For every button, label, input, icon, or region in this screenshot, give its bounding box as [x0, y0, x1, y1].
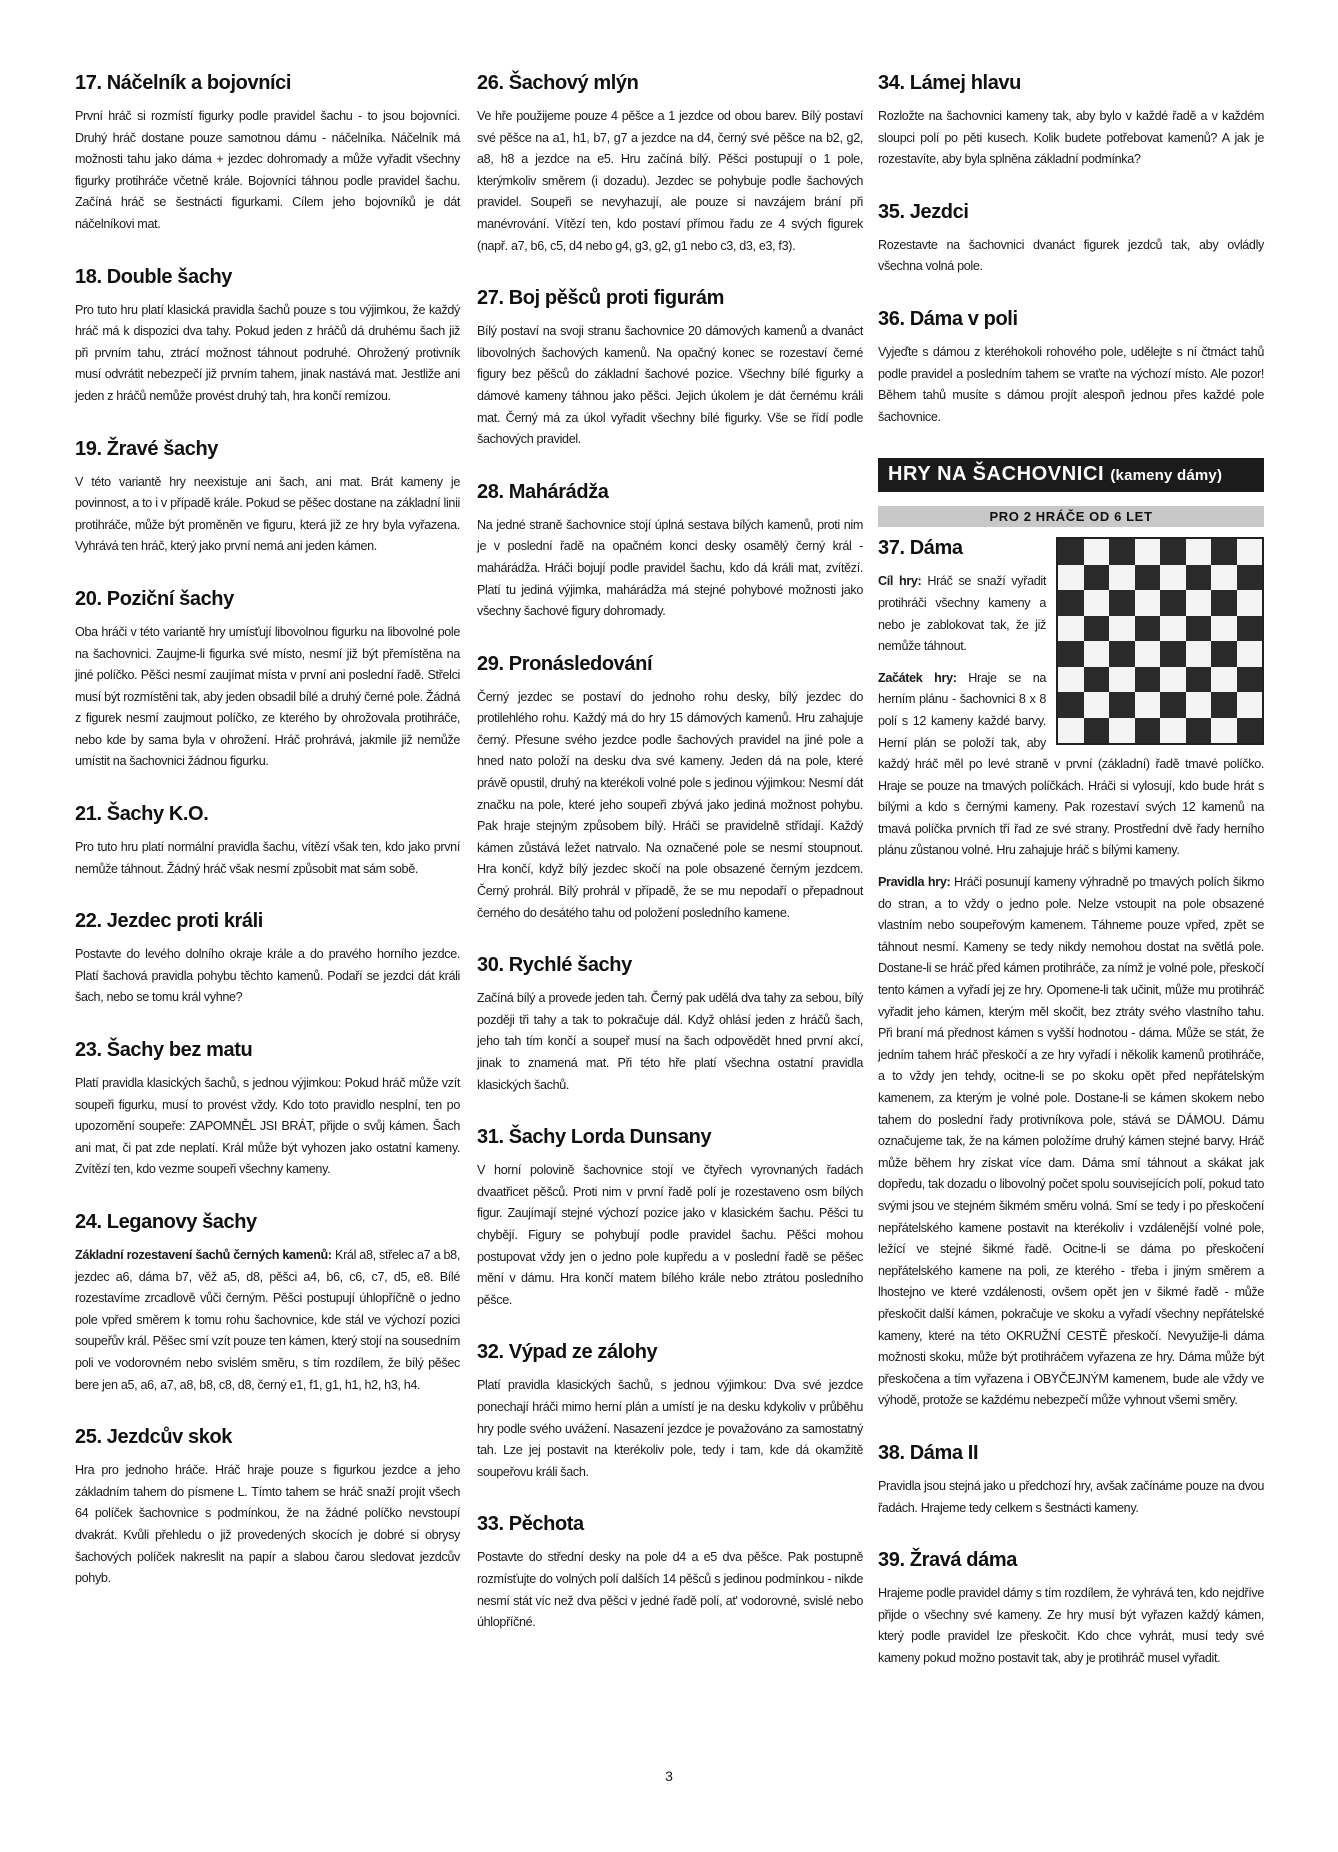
board-square [1058, 692, 1084, 718]
section-title: 31. Šachy Lorda Dunsany [477, 1126, 712, 1149]
board-square [1109, 565, 1135, 591]
board-square [1211, 692, 1237, 718]
section-body: V horní polovině šachovnice stojí ve čtyřech vyrovnaných řadách dvaatřicet pěšců. Proti nim v první řadě polí je rozestaveno osm bílých figur. Zaujímají stejné výchozí pozice jako v klasickém šachu. Pěšci tu chybějí. Figury se pohybují podle pravidel šachu. Pěšci mohou postupovat vždy jen o jedno pole kupředu a v poslední řadě se pěšec mění v dámu. Hra končí matem bílého krále nebo ztrátou posledního pěšce. [477, 1163, 863, 1307]
board-square [1160, 718, 1186, 744]
section-title: 23. Šachy bez matu [75, 1039, 253, 1062]
section-21 [75, 803, 460, 880]
board-square [1109, 616, 1135, 642]
board-square [1084, 616, 1110, 642]
board-square [1109, 692, 1135, 718]
board-square [1237, 667, 1263, 693]
paragraph-lead: Pravidla hry: [878, 875, 951, 890]
section-title: 21. Šachy K.O. [75, 803, 209, 826]
section-23 [75, 1039, 460, 1181]
board-square [1109, 667, 1135, 693]
section-text: Král a8, střelec a7 a b8, jezdec a6, dáma b7, věž a5, d8, pěšci a4, b6, c6, c7, d5, e8. Bílé rozestavíme zrcadlově vůči černým. Pěšci postupují úhlopříčně o jedno pole vpřed směrem k tomu rohu šachovnice, kde stál ve výchozí pozici soupeřův král. Pěšec smí vzít pouze ten kámen, který stojí na sousedním poli ve vodorovném nebo svislém směru, s tím rozdílem, že bílý pěšec bere jen a5, a6, a7, a8, b8, c8, d8, černý e1, f1, g1, h1, h2, h3, h4. [75, 1248, 460, 1392]
board-square [1160, 539, 1186, 565]
board-square [1109, 539, 1135, 565]
section-18 [75, 266, 460, 408]
section-title: 34. Lámej hlavu [878, 72, 1021, 94]
section-body: Černý jezdec se postaví do jednoho rohu desky, bílý jezdec do protilehlého rohu. Každý má do hry 15 dámových kamenů. Hru zahajuje černý. Přesune svého jezdce podle šachových pravidel na jiné pole a hned nato položí na desku dva své kameny. Jeden dá na pole, které právě opustil, druhý na kterékoli volné pole s jedinou výjimkou: Nesmí dát značku na pole, které jeho soupeři zbývá jako jediná možnost pohybu. Pak hraje stejným způsobem bílý. Hráči se pravidelně střídají. Každý kámen zůstává ležet natrvalo. Na označené pole se nesmí stoupnout. Hra končí, když bílý jezdec skočí na pole obsazené černým jezdcem. Černý prohrál. Bílý prohrál v případě, že se mu nepodaří o přepadnout černého do desátého tahu od položení posledního kamene. [477, 689, 863, 920]
board-square [1160, 667, 1186, 693]
section-31 [477, 1126, 863, 1311]
section-title: 36. Dáma v poli [878, 307, 1018, 330]
section-28 [477, 481, 863, 623]
section-body: Rozložte na šachovnici kameny tak, aby bylo v každé řadě a v každém sloupci polí po pěti kusech. Kolik budete potřebovat kamenů? A jak je rozestavíte, aby byla splněna základní podmínka? [878, 109, 1264, 167]
section-body [75, 1245, 460, 1396]
section-body: Na jedné straně šachovnice stojí úplná sestava bílých kamenů, proti nim je v poslední řadě na opačném konci desky osamělý černý král - mahárádža. Hráči bojují podle pravidel šachu, kdo dá králi mat, zvítězí. Platí tu jediná výjimka, mahárádža má stejné pohybové možnosti jako všechny šachové figury dohromady. [477, 517, 863, 619]
section-title: 20. Poziční šachy [75, 587, 234, 610]
column-right [878, 72, 1264, 1699]
board-square [1237, 718, 1263, 744]
section-body: Oba hráči v této variantě hry umísťují libovolnou figurku na libovolné pole na šachovnici. Zaujme-li figurka své místo, nesmí již být přemístěna na jiné políčko. Pěšci nesmí zaujímat místa v první ani poslední řadě. Střelci musí být rozmístěni tak, aby jeden obsadil bílé a druhý černé pole. Žádná z figurek nesmí zaujmout políčko, ze kterého by ohrožovala protihráče, nebo kde by sama byla v ohrožení. Hráč prohrává, jakmile již nemůže umístit na šachovnici žádnou figurku. [75, 624, 460, 769]
board-square [1084, 641, 1110, 667]
section-lead: Základní rozestavení šachů černých kamenů: [75, 1248, 332, 1262]
board-square [1109, 590, 1135, 616]
board-square [1058, 539, 1084, 565]
board-square [1160, 616, 1186, 642]
board-square [1186, 616, 1212, 642]
section-body: Postavte do střední desky na pole d4 a e5 dva pěšce. Pak postupně rozmísťujte do volných polí dalších 14 pěšců s jedinou podmínkou - nikde nesmí stát víc než dva pěšci v jedné řadě polí, at' vodorovné, svislé nebo úhlopříčné. [477, 1550, 863, 1630]
board-square [1211, 667, 1237, 693]
board-square [1211, 641, 1237, 667]
section-title: 32. Výpad ze zálohy [477, 1341, 658, 1364]
section-36 [878, 308, 1264, 428]
section-22 [75, 910, 460, 1009]
section-17 [75, 72, 460, 236]
board-square [1237, 692, 1263, 718]
board-square [1211, 616, 1237, 642]
board-square [1237, 616, 1263, 642]
board-square [1058, 718, 1084, 744]
section-27 [477, 287, 863, 451]
section-body: Hra pro jednoho hráče. Hráč hraje pouze s figurkou jezdce a jeho základním tahem do písmene L. Tímto tahem se hráč snaží projít všech 64 políček šachovnice s podmínkou, že na žádné políčko nevstoupí dvakrát. Kvůli přehledu o již provedených skocích je dobré si obrysy šachových políček nakreslit na papír a slabou čarou sledovat jezdcův pohyb. [75, 1463, 460, 1586]
page-number: 3 [665, 1768, 673, 1784]
section-title: 22. Jezdec proti králi [75, 910, 263, 933]
board-square [1237, 590, 1263, 616]
board-square [1237, 565, 1263, 591]
board-square [1160, 692, 1186, 718]
age-banner: PRO 2 HRÁČE OD 6 LET [878, 506, 1264, 527]
section-body: Pravidla jsou stejná jako u předchozí hry, avšak začínáme pouze na dvou řadách. Hrajeme tedy celkem s šestnácti kameny. [878, 1478, 1264, 1515]
board-square [1135, 692, 1161, 718]
section-body: Bílý postaví na svoji stranu šachovnice 20 dámových kamenů a dvanáct libovolných šachových kamenů. Na opačný konec se rozestaví černé figury bez pěšců do základní šachové pozice. Všechny bílé figurky a dámové kameny táhnou jako pěšci. Jejich úkolem je dát černému králi mat. Černý má za úkol vyřadit všechny bílé figurky. Vše se řídí podle šachových pravidel. [477, 324, 863, 447]
section-32 [477, 1341, 863, 1483]
section-title: 18. Double šachy [75, 265, 232, 288]
board-square [1186, 565, 1212, 591]
board-square [1186, 590, 1212, 616]
board-square [1135, 718, 1161, 744]
section-35 [878, 201, 1264, 278]
section-body: Rozestavte na šachovnici dvanáct figurek jezdců tak, aby ovládly všechna volná pole. [878, 237, 1264, 274]
section-title: 38. Dáma II [878, 1441, 979, 1464]
board-square [1237, 539, 1263, 565]
section-title: 39. Žravá dáma [878, 1549, 1017, 1572]
paragraph-lead: Začátek hry: [878, 670, 957, 685]
board-square [1211, 539, 1237, 565]
board-square [1109, 718, 1135, 744]
board-square [1160, 641, 1186, 667]
section-25 [75, 1426, 460, 1590]
section-body: Pro tuto hru platí normální pravidla šachu, vítězí však ten, kdo jako první nemůže táhnout. Žádný hráč však nesmí způsobit mat sám sobě. [75, 840, 460, 876]
board-square [1058, 590, 1084, 616]
board-square [1135, 590, 1161, 616]
board-square [1084, 718, 1110, 744]
banner-subtitle: (kameny dámy) [1110, 467, 1223, 485]
section-body: Platí pravidla klasických šachů, s jednou výjimkou: Dva své jezdce ponechají hráči mimo herní plán a umístí je na desku kdykoliv v průběhu hry podle svého uvážení. Nasazení jezdce je považováno za samostatný tah. Lze jej postavit na kterékoliv pole, tedy i tam, kde dá okamžitě soupeřovu králi šach. [477, 1378, 863, 1479]
section-title: 35. Jezdci [878, 200, 969, 223]
board-square [1135, 641, 1161, 667]
board-square [1084, 565, 1110, 591]
section-title: 26. Šachový mlýn [477, 72, 639, 94]
section-20 [75, 588, 460, 773]
board-square [1109, 641, 1135, 667]
board-square [1135, 539, 1161, 565]
section-body: Ve hře použijeme pouze 4 pěšce a 1 jezdce od obou barev. Bílý postaví své pěšce na a1, h1, b7, g7 a jezdce na d4, černý své pěšce na b2, g2, a8, h8 a jezdce na e5. Hru začíná bílý. Pěšci postupují o 1 pole, kterýmkoliv směrem (i dozadu). Jezdec se pohybuje podle šachových pravidel. Soupeři se nevyhazují, ale pouze si navzájem brání při manévrování. Vítězí ten, kdo postaví přímou řadu ze 4 svých figurek (např. a7, b6, c5, d4 nebo g4, g3, g2, g1 nebo c3, d3, e3, f3). [477, 109, 863, 253]
section-19 [75, 438, 460, 558]
section-title: 19. Žravé šachy [75, 437, 218, 460]
paragraph-text: Hráči posunují kameny výhradně po tmavých polích šikmo do stran, a to vždy o jedno pole. Nelze vstoupit na pole obsazené vlastním nebo soupeřovým kamenem. Táhneme pouze vpřed, zpět se táhnout nesmí. Kameny se tedy nikdy nemohou dostat na světlá pole. Dostane-li se hráč před kámen protihráče, za nímž je volné pole, přeskočí tento kámen a vyřadí jej ze hry. Opomene-li tak učinit, může mu protihráč vyřadit jeho kámen, kterým měl skočit, bez ztráty svého vlastního tahu. Při braní má přednost kámen s vyšší hodnotou - dáma. Může se stát, že jedním tahem hráč přeskočí a ze hry vyřadí i několik kamenů protihráče, a to vždy jen tehdy, ocitne-li se po skoku opět před nepřátelským kamenem, za kterým je volné pole. Dostane-li se kámen skokem nebo tahem do poslední řady protivníkova pole, stává se DÁMOU. Dámu označujeme tak, že na kámen položíme druhý kámen stejné barvy. Hráč může během hry získat více dam. Dáma smí táhnout a skákat jak dopředu, tak dozadu o libovolný počet spolu souvisejících polí, pokud tato svými jsou ve stejném šikmém směru volná. Smí se tedy i po přeskočení nepřátelského kamene postavit na kterékoliv i vzdálenější volné pole, ležící ve stejné šikmé řadě. Ocitne-li se dáma po přeskočení nepřátelského kamene na poli, ze kterého - třeba i jiným směrem a lhostejno ve které vzdálenosti, ovšem opět jen v šikmé řadě - může přeskočit další kámen, pokračuje ve skoku a vyřadí všechny nepřátelské kameny, které na této OKRUŽNÍ CESTĚ přeskočí. Nevyužije-li dáma možnosti skoku, může být protihráčem vyřazena ze hry. Dáma může být přeskočena a tím vyřazena i OBYČEJNÝM kamenem, bude ale vždy ve výhodě, protože se každému nebezpečí může vyhnout všemi směry. [878, 875, 1264, 1408]
section-30 [477, 954, 863, 1096]
board-square [1058, 667, 1084, 693]
banner-title: HRY NA ŠACHOVNICI [888, 463, 1105, 486]
section-body: Začíná bílý a provede jeden tah. Černý pak udělá dva tahy za sebou, bílý později tři tahy a tak to pokračuje dál. Když ohlásí jeden z hráčů šach, jeho tah tím končí a soupeř musí na šach odpovědět hned první akcí, jinak to znamená mat. Při této hře platí všechna ostatní pravidla klasických šachů. [477, 991, 863, 1092]
board-square [1084, 692, 1110, 718]
section-title: 37. Dáma [878, 537, 963, 560]
section-24 [75, 1211, 460, 1396]
paragraph-lead: Cíl hry: [878, 574, 922, 589]
section-body: Pro tuto hru platí klasická pravidla šachů pouze s tou výjimkou, že každý hráč má k dispozici dva tahy. Pokud jeden z hráčů dá druhému šach již při prvním tahu, ztrácí možnost táhnout podruhé. Ohrožený protivník musí odvrátit nebezpečí již prvním tahem, jinak nastává mat. Jestliže ani jeden z hráčů nemůže provést druhý tah, hra končí remízou. [75, 302, 460, 403]
board-square [1135, 616, 1161, 642]
board-square [1084, 667, 1110, 693]
section-title: 29. Pronásledování [477, 652, 653, 675]
paragraph-text: Hraje se na herním plánu - šachovnici 8 x 8 polí s 12 kameny každé barvy. Herní plán se položí tak, aby každý hráč měl po levé straně v první (základní) řadě tmavé políčko. Hraje se pouze na tmavých políčkách. Hráči si vylosují, kdo bude hrát s bílými a kdo s černými kameny. Pak rozestaví svých 12 kamenů na tmavá políčka prvních tří řad ze své strany. Prostřední dvě řady herního plánu zůstanou volné. Hru zahajuje hráč s bílými kameny. [878, 670, 1264, 858]
board-square [1186, 692, 1212, 718]
board-square [1135, 667, 1161, 693]
board-square [1135, 565, 1161, 591]
section-title: 30. Rychlé šachy [477, 954, 632, 977]
section-body: Postavte do levého dolního okraje krále a do pravého horního jezdce. Platí šachová pravidla pohybu těchto kamenů. Podaří se jezdci dát králi šach, nebo se tomu král vyhne? [75, 947, 460, 1005]
board-square [1211, 718, 1237, 744]
board-square [1058, 616, 1084, 642]
column-left [75, 72, 460, 1620]
section-title: 24. Leganovy šachy [75, 1211, 257, 1233]
section-37 [878, 537, 1264, 1412]
section-38 [878, 1442, 1264, 1519]
section-body: Vyjeďte s dámou z kteréhokoli rohového pole, udělejte s ní čtmáct tahů podle pravidel a posledním tahem se vraťte na výchozí místo. Ale pozor! Během tahů musíte s dámou projít alespoň jednou přes každé pole šachovnice. [878, 344, 1264, 424]
board-square [1237, 641, 1263, 667]
section-paragraph [878, 872, 1264, 1412]
checkerboard-illustration [1056, 537, 1264, 745]
section-title: 17. Náčelník a bojovníci [75, 72, 292, 94]
section-body: Platí pravidla klasických šachů, s jednou výjimkou: Pokud hráč může vzít soupeři figurku, musí to provést vždy. Kdo toto pravidlo nesplní, ten po upozornění soupeře: ZAPOMNĚL JSI BRÁT, přijde o svůj kámen. Šach ani mat, či pat zde neplatí. Král může být vyhozen jako ostatní kameny. Zvítězí ten, kdo vezme soupeři všechny kameny. [75, 1076, 460, 1177]
category-banner [878, 458, 1264, 492]
section-body: První hráč si rozmístí figurky podle pravidel šachu - to jsou bojovníci. Druhý hráč dostane pouze samotnou dámu - náčelníka. Náčelník má možnosti tahu jako dáma + jezdec dohromady a může vyřadit všechny figurky protihráče včetně krále. Bojovníci táhnou podle pravidel šachu. Začíná hráč se šestnácti figurkami. Cílem jeho bojovníků je dát náčelníkovi mat. [75, 109, 460, 231]
board-square [1211, 590, 1237, 616]
board-square [1186, 718, 1212, 744]
section-title: 33. Pěchota [477, 1513, 584, 1536]
section-26 [477, 72, 863, 257]
board-square [1186, 667, 1212, 693]
board-square [1160, 565, 1186, 591]
section-body: Hrajeme podle pravidel dámy s tím rozdílem, že vyhrává ten, kdo nejdříve přijde o všechny své kameny. Ze hry musí být vyřazen každý kámen, který podle pravidel lze přeskočit. Kdo chce vyhrát, musí tedy své kameny pokud možno postavit tak, aby je protihráč musel vyřadit. [878, 1586, 1264, 1665]
board-square [1211, 565, 1237, 591]
board-square [1160, 590, 1186, 616]
column-middle [477, 72, 863, 1664]
paragraph-text: Hráč se snaží vyřadit protihráči všechny kameny a nebo je zablokovat tak, že již nemůže táhnout. [878, 574, 1046, 654]
section-34 [878, 72, 1264, 171]
section-title: 28. Mahárádža [477, 480, 609, 503]
board-square [1186, 539, 1212, 565]
board-square [1186, 641, 1212, 667]
board-square [1058, 641, 1084, 667]
section-39 [878, 1549, 1264, 1669]
section-33 [477, 1513, 863, 1633]
section-29 [477, 653, 863, 925]
board-square [1084, 539, 1110, 565]
board-square [1084, 590, 1110, 616]
section-title: 27. Boj pěšců proti figurám [477, 287, 725, 310]
section-body: V této variantě hry neexistuje ani šach, ani mat. Brát kameny je povinnost, a to i v případě krále. Pokud se pěšec dostane na základní linii protihráče, může být proměněn ve figuru, která již ze hry byla vyřazena. Vyhrává ten hráč, který jako první nemá ani jeden kámen. [75, 474, 460, 554]
section-title: 25. Jezdcův skok [75, 1426, 233, 1449]
board-square [1058, 565, 1084, 591]
